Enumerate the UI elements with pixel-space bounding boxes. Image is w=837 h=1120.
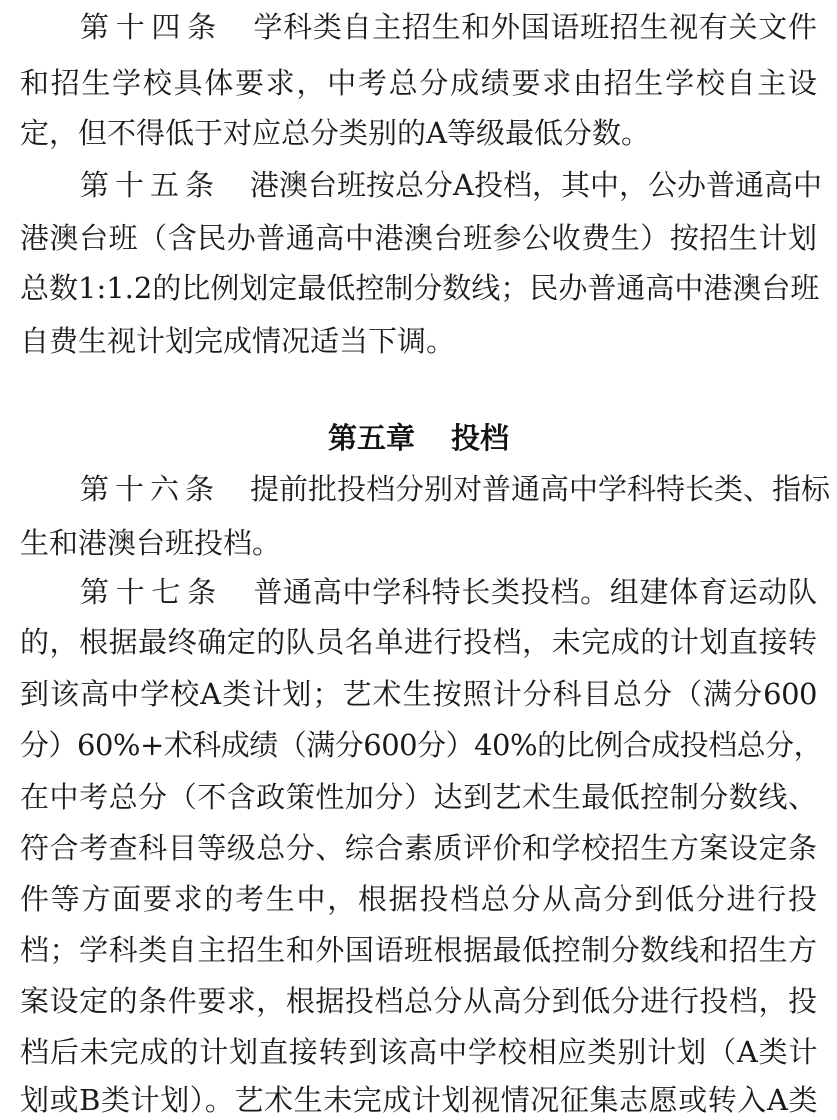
article-17-text-1: 普通高中学科特长类投档。组建体育运动队 [252, 575, 817, 609]
article-17-line-5: 在中考总分（不含政策性加分）达到艺术生最低控制分数线、 [20, 780, 817, 814]
article-14-line-1 [80, 5, 817, 49]
article-15-line-3: 总数1:1.2的比例划定最低控制分数线；民办普通高中港澳台班 [20, 271, 820, 305]
article-17-line-3: 到该高中学校A类计划；艺术生按照计分科目总分（满分600 [20, 677, 817, 711]
article-15-line-4: 自费生视计划完成情况适当下调。 [20, 324, 456, 358]
article-17-line-4: 分）60%+术科成绩（满分600分）40%的比例合成投档总分， [20, 728, 823, 762]
article-17-line-6: 符合考查科目等级总分、综合素质评价和学校招生方案设定条 [20, 831, 817, 865]
article-17-line-9: 案设定的条件要求，根据投档总分从高分到低分进行投档，投 [20, 984, 817, 1018]
article-15-text-1: 港澳台班按总分A投档，其中，公办普通高中 [250, 168, 822, 202]
article-17-line-8: 档；学科类自主招生和外国语班根据最低控制分数线和招生方 [20, 933, 817, 967]
article-14-text-1: 学科类自主招生和外国语班招生视有关文件 [252, 10, 817, 44]
article-14-label: 第十四条 [80, 10, 223, 44]
article-15-line-1 [80, 163, 822, 207]
article-14-line-2: 和招生学校具体要求，中考总分成绩要求由招生学校自主设 [20, 66, 817, 100]
article-16-label: 第十六条 [80, 472, 221, 506]
chapter-heading [0, 416, 837, 460]
article-17-line-10: 档后未完成的计划直接转到该高中学校相应类别计划（A类计 [20, 1035, 817, 1069]
article-17-label: 第十七条 [80, 575, 223, 609]
article-15-label: 第十五条 [80, 168, 221, 202]
article-16-line-2: 生和港澳台班投档。 [20, 526, 282, 560]
article-16-line-1 [80, 467, 831, 511]
chapter-title: 投档 [451, 421, 510, 455]
article-16-text-1: 提前批投档分别对普通高中学科特长类、指标 [250, 472, 831, 506]
article-14-line-3: 定，但不得低于对应总分类别的A等级最低分数。 [20, 116, 650, 150]
article-17-line-1 [80, 570, 817, 614]
article-15-line-2: 港澳台班（含民办普通高中港澳台班参公收费生）按招生计划 [20, 221, 817, 255]
article-17-line-11: 划或B类计划）。艺术生未完成计划视情况征集志愿或转入A类 [20, 1083, 817, 1117]
chapter-number: 第五章 [327, 421, 415, 455]
article-17-line-2: 的，根据最终确定的队员名单进行投档，未完成的计划直接转 [20, 625, 817, 659]
article-17-line-7: 件等方面要求的考生中，根据投档总分从高分到低分进行投 [20, 882, 817, 916]
